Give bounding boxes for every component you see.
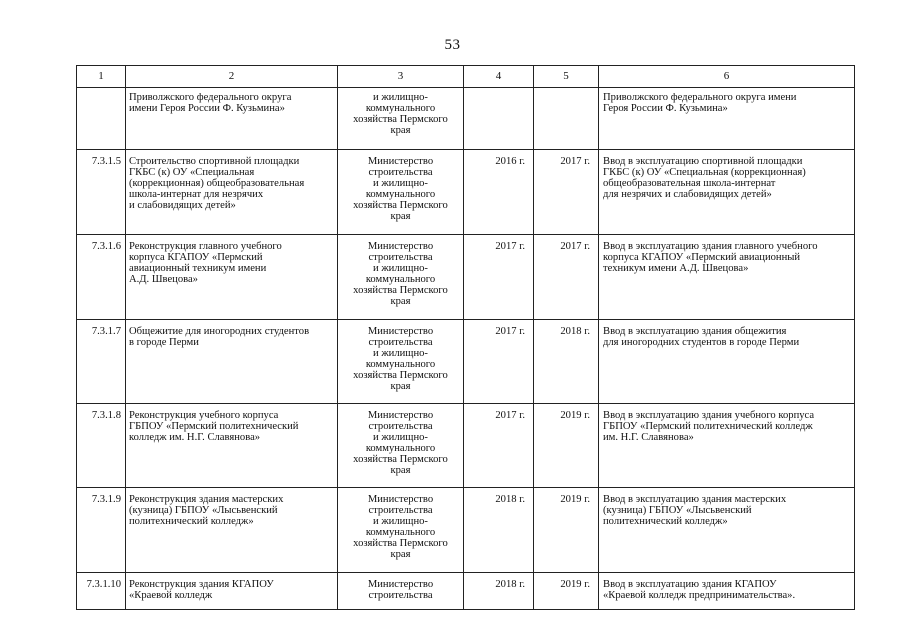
item-number: 7.3.1.10 — [77, 573, 126, 610]
item-result-line: для незрячих и слабовидящих детей» — [603, 189, 772, 200]
item-name — [126, 404, 338, 488]
item-end-year: 2017 г. — [534, 150, 599, 235]
item-executor-line: строительства — [368, 337, 433, 348]
item-name-line: и слабовидящих детей» — [129, 200, 236, 211]
item-executor-line: строительства — [368, 421, 433, 432]
item-name-line: (коррекционная) общеобразовательная — [129, 178, 305, 189]
item-number: 7.3.1.9 — [77, 488, 126, 573]
item-executor-line: хозяйства Пермского — [353, 538, 448, 549]
item-result-line: для иногородних студентов в городе Перми — [603, 337, 800, 348]
item-executor-line: строительства — [368, 167, 433, 178]
item-start-year: 2018 г. — [464, 573, 534, 610]
item-end-year: 2019 г. — [534, 573, 599, 610]
item-name-line: политехнический колледж» — [129, 516, 254, 527]
item-executor — [338, 404, 464, 488]
item-result-line: ГБПОУ «Пермский политехнический колледж — [603, 421, 813, 432]
item-name-line: Реконструкция учебного корпуса — [129, 410, 279, 421]
item-name — [126, 488, 338, 573]
item-end-year: 2019 г. — [534, 488, 599, 573]
item-result-line: общеобразовательная школа-интернат — [603, 178, 776, 189]
item-executor-line: хозяйства Пермского — [353, 200, 448, 211]
item-start-year — [464, 88, 534, 150]
item-executor — [338, 573, 464, 610]
item-number: 7.3.1.6 — [77, 235, 126, 320]
table-row — [77, 404, 855, 488]
item-start-year: 2016 г. — [464, 150, 534, 235]
table-body — [77, 88, 855, 610]
item-name-line: Реконструкция здания мастерских — [129, 494, 284, 505]
item-number: 7.3.1.5 — [77, 150, 126, 235]
item-executor-line: и жилищно- — [373, 178, 428, 189]
header-col-4: 4 — [464, 66, 534, 88]
table-row — [77, 573, 855, 610]
item-result — [599, 235, 855, 320]
item-executor-line: строительства — [368, 252, 433, 263]
item-executor-line: коммунального — [365, 359, 436, 370]
item-number: 7.3.1.8 — [77, 404, 126, 488]
header-col-5: 5 — [534, 66, 599, 88]
item-name-line: авиационный техникум имени — [129, 263, 267, 274]
item-result-line: корпуса КГАПОУ «Пермский авиационный — [603, 252, 801, 263]
item-executor-line: края — [390, 211, 411, 222]
item-result-line: политехнический колледж» — [603, 516, 728, 527]
item-result-line: Приволжского федерального округа имени — [603, 92, 797, 103]
item-executor-line: края — [390, 296, 411, 307]
item-result — [599, 573, 855, 610]
item-start-year: 2017 г. — [464, 404, 534, 488]
item-end-year: 2017 г. — [534, 235, 599, 320]
item-name-line: корпуса КГАПОУ «Пермский — [129, 252, 263, 263]
item-executor-line: коммунального — [365, 527, 436, 538]
item-executor-line: и жилищно- — [373, 348, 428, 359]
item-start-year: 2018 г. — [464, 488, 534, 573]
item-result-line: Ввод в эксплуатацию спортивной площадки — [603, 156, 803, 167]
item-name-line: имени Героя России Ф. Кузьмина» — [129, 103, 285, 114]
item-executor — [338, 150, 464, 235]
item-name — [126, 150, 338, 235]
table-row — [77, 235, 855, 320]
item-result-line: ГКБС (к) ОУ «Специальная (коррекционная) — [603, 167, 806, 178]
item-name-line: Реконструкция здания КГАПОУ — [129, 579, 274, 590]
item-executor-line: и жилищно- — [373, 432, 428, 443]
item-result — [599, 404, 855, 488]
item-executor-line: Министерство — [367, 494, 434, 505]
item-result — [599, 320, 855, 404]
item-result — [599, 488, 855, 573]
header-col-1: 1 — [77, 66, 126, 88]
item-executor — [338, 235, 464, 320]
item-executor-line: хозяйства Пермского — [353, 114, 448, 125]
item-name-line: школа-интернат для незрячих — [129, 189, 264, 200]
item-executor-line: хозяйства Пермского — [353, 454, 448, 465]
table-row — [77, 150, 855, 235]
program-table — [76, 65, 855, 610]
item-executor-line: коммунального — [365, 189, 436, 200]
item-result-line: техникум имени А.Д. Швецова» — [603, 263, 749, 274]
item-result — [599, 150, 855, 235]
item-executor-line: Министерство — [367, 156, 434, 167]
item-result-line: им. Н.Г. Славянова» — [603, 432, 694, 443]
item-name — [126, 235, 338, 320]
item-name-line: колледж им. Н.Г. Славянова» — [129, 432, 261, 443]
item-executor-line: Министерство — [367, 410, 434, 421]
item-executor-line: Министерство — [367, 579, 434, 590]
header-col-3: 3 — [338, 66, 464, 88]
item-executor-line: коммунального — [365, 103, 436, 114]
item-end-year: 2019 г. — [534, 404, 599, 488]
item-name-line: «Краевой колледж — [129, 590, 213, 601]
item-end-year — [534, 88, 599, 150]
table-row — [77, 488, 855, 573]
item-executor-line: Министерство — [367, 241, 434, 252]
item-name-line: Приволжского федерального округа — [129, 92, 292, 103]
table-row — [77, 320, 855, 404]
item-executor-line: хозяйства Пермского — [353, 370, 448, 381]
item-executor-line: Министерство — [367, 326, 434, 337]
item-name-line: в городе Перми — [129, 337, 199, 348]
item-name-line: ГБПОУ «Пермский политехнический — [129, 421, 299, 432]
item-name-line: Строительство спортивной площадки — [129, 156, 300, 167]
item-number — [77, 88, 126, 150]
item-executor — [338, 88, 464, 150]
header-col-2: 2 — [126, 66, 338, 88]
item-result-line: Ввод в эксплуатацию здания КГАПОУ — [603, 579, 777, 590]
item-number: 7.3.1.7 — [77, 320, 126, 404]
item-result-line: (кузница) ГБПОУ «Лысьвенский — [603, 505, 752, 516]
page-number: 53 — [444, 37, 461, 53]
item-name — [126, 320, 338, 404]
item-executor — [338, 488, 464, 573]
item-executor-line: края — [390, 381, 411, 392]
item-executor — [338, 320, 464, 404]
item-executor-line: строительства — [368, 590, 433, 601]
item-executor-line: края — [390, 549, 411, 560]
item-result-line: «Краевой колледж предпринимательства». — [603, 590, 796, 601]
item-executor-line: хозяйства Пермского — [353, 285, 448, 296]
table-row — [77, 88, 855, 150]
item-result-line: Героя России Ф. Кузьмина» — [603, 103, 728, 114]
item-name — [126, 573, 338, 610]
item-executor-line: коммунального — [365, 274, 436, 285]
item-end-year: 2018 г. — [534, 320, 599, 404]
item-name-line: А.Д. Швецова» — [129, 274, 198, 285]
item-executor-line: и жилищно- — [373, 516, 428, 527]
item-executor-line: коммунального — [365, 443, 436, 454]
item-result-line: Ввод в эксплуатацию здания главного учебного — [603, 241, 818, 252]
header-col-6: 6 — [599, 66, 855, 88]
item-executor-line: края — [390, 465, 411, 476]
item-name-line: (кузница) ГБПОУ «Лысьвенский — [129, 505, 278, 516]
item-result-line: Ввод в эксплуатацию здания учебного корпуса — [603, 410, 815, 421]
item-name — [126, 88, 338, 150]
item-name-line: Реконструкция главного учебного — [129, 241, 282, 252]
item-result-line: Ввод в эксплуатацию здания мастерских — [603, 494, 787, 505]
header-row — [77, 66, 855, 88]
item-start-year: 2017 г. — [464, 235, 534, 320]
item-result — [599, 88, 855, 150]
item-executor-line: строительства — [368, 505, 433, 516]
item-executor-line: края — [390, 125, 411, 136]
item-name-line: Общежитие для иногородних студентов — [129, 326, 310, 337]
item-start-year: 2017 г. — [464, 320, 534, 404]
item-executor-line: и жилищно- — [373, 92, 428, 103]
item-name-line: ГКБС (к) ОУ «Специальная — [129, 167, 255, 178]
item-result-line: Ввод в эксплуатацию здания общежития — [603, 326, 787, 337]
item-executor-line: и жилищно- — [373, 263, 428, 274]
